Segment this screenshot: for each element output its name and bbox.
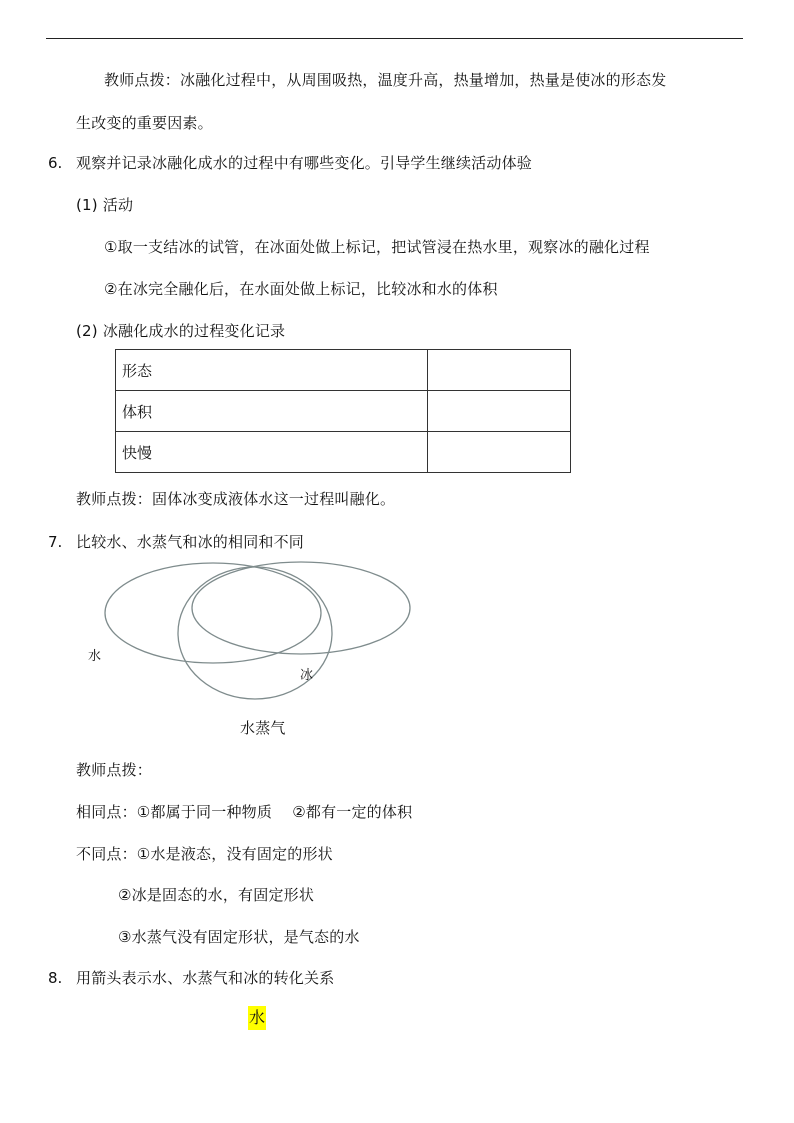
section-7-number: 7. [48, 533, 63, 551]
section-8-title: 用箭头表示水、水蒸气和冰的转化关系 [76, 969, 335, 987]
activity-heading: (1) 活动 [76, 196, 134, 214]
section-6-title: 观察并记录冰融化成水的过程中有哪些变化。引导学生继续活动体验 [76, 154, 533, 172]
section-7-title: 比较水、水蒸气和冰的相同和不同 [76, 533, 305, 551]
venn-label-ice: 冰 [300, 668, 314, 683]
activity-step-2: ②在冰完全融化后，在水面处做上标记，比较冰和水的体积 [104, 280, 498, 298]
highlighted-water-label: 水 [248, 1006, 266, 1030]
table-cell-form: 形态 [116, 350, 428, 391]
section-6-number: 6. [48, 154, 63, 172]
diff-point-1: 不同点：①水是液态，没有固定的形状 [76, 845, 333, 863]
diff-point-3: ③水蒸气没有固定形状，是气态的水 [118, 928, 360, 946]
comparison-tip-heading: 教师点拨： [76, 761, 153, 779]
venn-label-steam: 水蒸气 [240, 719, 286, 737]
activity-step-1: ①取一支结冰的试管，在冰面处做上标记，把试管浸在热水里，观察冰的融化过程 [104, 238, 650, 256]
venn-ellipse-ice [192, 562, 410, 654]
diff-point-2: ②冰是固态的水，有固定形状 [118, 886, 315, 904]
melting-tip: 教师点拨：固体冰变成液体水这一过程叫融化。 [76, 490, 396, 508]
venn-label-water: 水 [88, 649, 102, 664]
table-cell-volume: 体积 [116, 391, 428, 432]
teacher-tip-line-2: 生改变的重要因素。 [76, 114, 213, 132]
table-cell-speed: 快慢 [116, 432, 428, 473]
same-points: 相同点：①都属于同一种物质 ②都有一定的体积 [76, 803, 413, 821]
teacher-tip-line-1: 教师点拨：冰融化过程中，从周围吸热，温度升高，热量增加，热量是使冰的形态发 [104, 71, 667, 89]
record-heading: (2) 冰融化成水的过程变化记录 [76, 322, 286, 340]
section-8-number: 8. [48, 969, 63, 987]
